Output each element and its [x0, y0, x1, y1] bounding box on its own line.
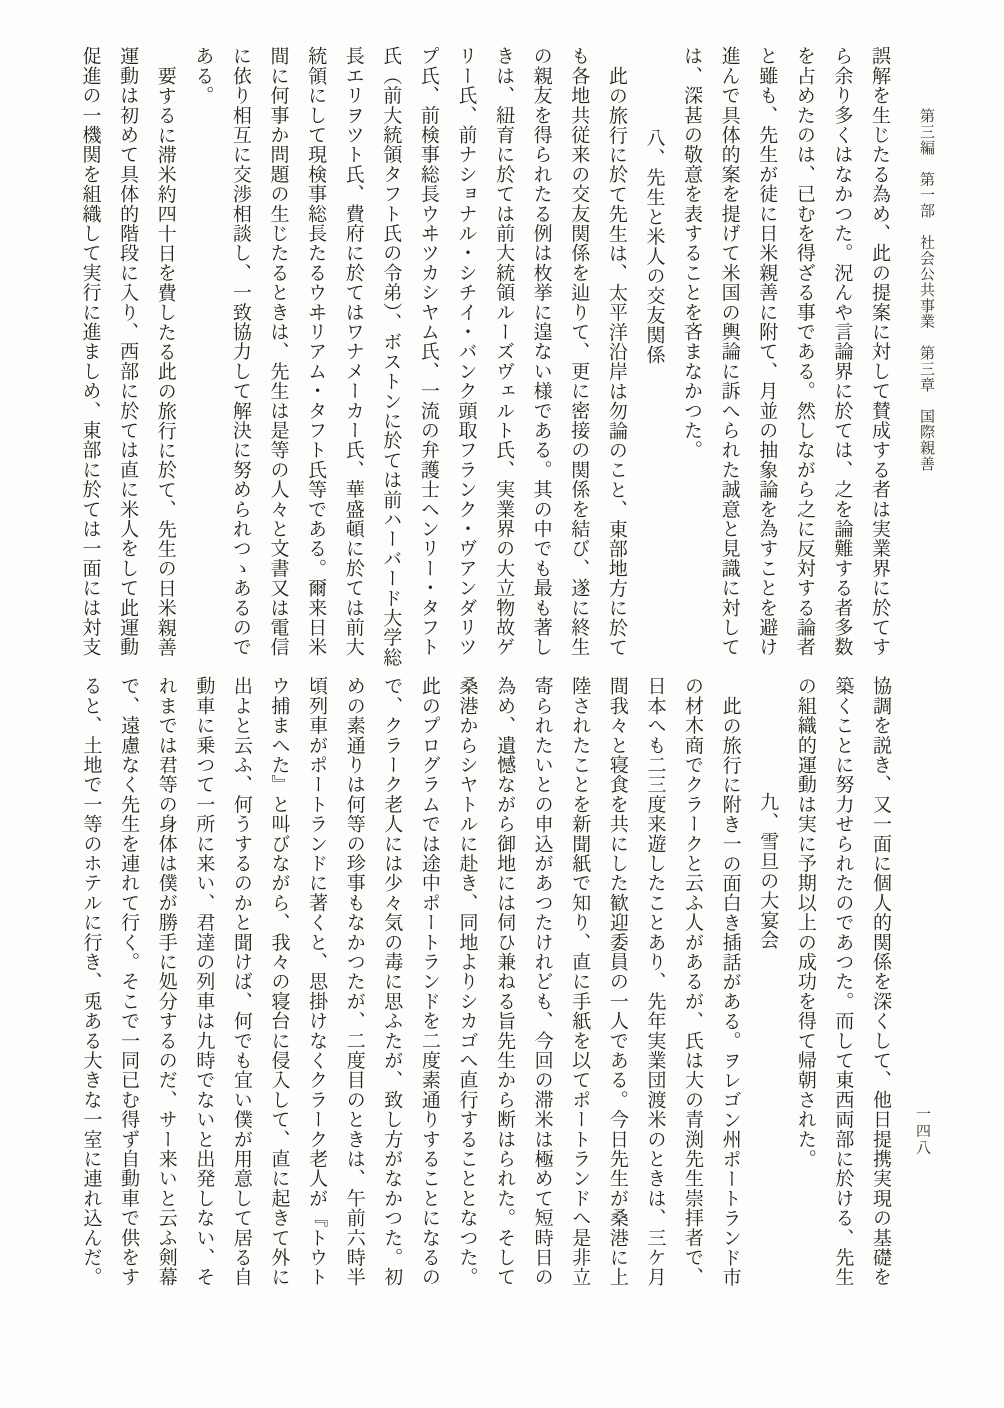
text-column: 長エリヲツト氏、費府に於てはワナメーカー氏、華盛頓に於ては前大: [342, 46, 364, 657]
text-column: 協調を説き、又一面に個人的関係を深くして、他日提携実現の基礎を: [870, 676, 891, 1287]
text-column: ある。: [192, 46, 214, 106]
text-column: 日本へも二三度来遊したことあり、先年実業団渡米のときは、三ケ月: [644, 676, 666, 1287]
text-column: 桑港からシヤトルに赴き、同地よりシカゴへ直行することとなつた。: [456, 676, 478, 1287]
text-column: の親友を得られたる例は枚挙に遑ない様である。其の中でも最も著し: [530, 46, 552, 657]
text-column: の組織的運動は実に予期以上の成功を得て帰朝された。: [794, 676, 816, 1169]
text-column: 間に何事か問題の生じたるときは、先生は是等の人々と文書又は電信: [267, 46, 289, 657]
text-column: リー氏、前ナショナル・シチイ・バンク頭取フランク・ヴアンダリツ: [455, 46, 477, 657]
text-column: で、クラーク老人には少々気の毒に思ふたが、致し方がなかつた。初: [381, 676, 403, 1287]
text-column: 為め、遺憾ながら御地には伺ひ兼ねる旨先生から断はられた。そして: [494, 676, 516, 1287]
text-column: 統領にして現検事総長たるウヰリアム・タフト氏等である。爾来日米: [305, 46, 327, 657]
text-column: 運動は初めて具体的階段に入り、西部に於ては直に米人をして此運動: [117, 46, 139, 657]
text-column: で、遠慮なく先生を連れて行く。そこで一同已む得ず自動車で供をす: [118, 676, 140, 1287]
text-column: 動車に乗つて一所に来い、君達の列車は九時でないと出発しない、そ: [193, 676, 215, 1287]
text-column: ると、土地で一等のホテルに行き、兎ある大きな一室に連れ込んだ。: [80, 676, 102, 1287]
text-column: 此の旅行に附き一の面白き插話がある。ヲレゴン州ポートランド市: [719, 696, 741, 1287]
text-column: 出よと云ふ、何うするのかと聞けば、何でも宜い僕が用意して居る自: [230, 676, 252, 1287]
text-column: の材木商でクラークと云ふ人があるが、氏は大の青渕先生崇拝者で、: [682, 676, 704, 1287]
page-number: 一四八: [914, 1106, 930, 1157]
text-column: 築くことに努力せられたのであつた。而して東西両部に於ける、先生: [832, 676, 854, 1287]
text-column: きは、紐育に於ては前大統領ルーズヴェルト氏、実業界の大立物故ゲ: [493, 46, 515, 657]
top-text-block: [71, 46, 898, 667]
bottom-text-block: [72, 676, 899, 1296]
text-column: 此のプログラムでは途中ポートランドを二度素通りすることになるの: [418, 676, 440, 1287]
text-column: 進んで具体的案を提げて米国の輿論に訴へられた誠意と見識に対して: [718, 46, 740, 657]
text-column: を占めたのは、已むを得ざる事である。然しながら之に反対する論者: [793, 46, 815, 657]
text-column: と雖も、先生が徒に日米親善に附て、月並の抽象論を為すことを避け: [756, 46, 778, 657]
text-column: 誤解を生じたる為め、此の提案に対して賛成する者は実業界に於てす: [869, 46, 890, 657]
section-heading-9: 九、雪旦の大宴会: [757, 792, 779, 950]
text-column: めの素通りは何等の珍事もなかつたが、二度目のときは、午前六時半: [343, 676, 365, 1287]
text-column: 要するに滞米約四十日を費したる此の旅行に於て、先生の日米親善: [154, 66, 176, 657]
text-column: 寄られたいとの申込があつたけれども、今回の滞米は極めて短時日の: [531, 676, 553, 1287]
text-column: に依り相互に交渉相談し、一致協力して解決に努められつゝあるので: [229, 46, 251, 657]
text-column: 陸されたことを新聞紙で知り、直に手紙を以てポートランドへ是非立: [569, 676, 591, 1287]
section-heading-8: 八、先生と米人の交友関係: [643, 128, 665, 365]
text-column: は、深甚の敬意を表することを吝まなかつた。: [681, 46, 703, 460]
text-column: ら余り多くはなかつた。況んや言論界に於ては、之を論難する者多数: [831, 46, 853, 657]
text-column: れまでは君等の身体は僕が勝手に処分するのだ、サー来いと云ふ剣幕: [155, 676, 177, 1287]
text-column: 此の旅行に於て先生は、太平洋沿岸は勿論のこと、東部地方に於て: [605, 66, 627, 657]
text-column: 促進の一機関を組織して実行に進ましめ、東部に於ては一面には対支: [79, 46, 101, 657]
text-column: 頃列車がポートランドに著くと、思掛けなくクラーク老人が『トウト: [306, 676, 328, 1287]
text-column: 氏（前大統領タフト氏の令弟）、ボストンに於ては前ハーバード大学総: [380, 46, 402, 667]
text-column: ウ捕まへた』と叫びながら、我々の寝台に侵入して、直に起きて外に: [268, 676, 290, 1287]
text-column: 間我々と寝食を共にした歓迎委員の一人である。今日先生が桑港に上: [606, 676, 628, 1287]
running-head: 第三編 第一部 社会公共事業 第三章 国際親善: [918, 108, 934, 472]
text-column: プ氏、前検事総長ウヰツカシヤム氏、一流の弁護士ヘンリー・タフト: [417, 46, 439, 657]
text-column: も各地共従来の交友関係を辿りて、更に密接の関係を結び、遂に終生: [568, 46, 590, 657]
